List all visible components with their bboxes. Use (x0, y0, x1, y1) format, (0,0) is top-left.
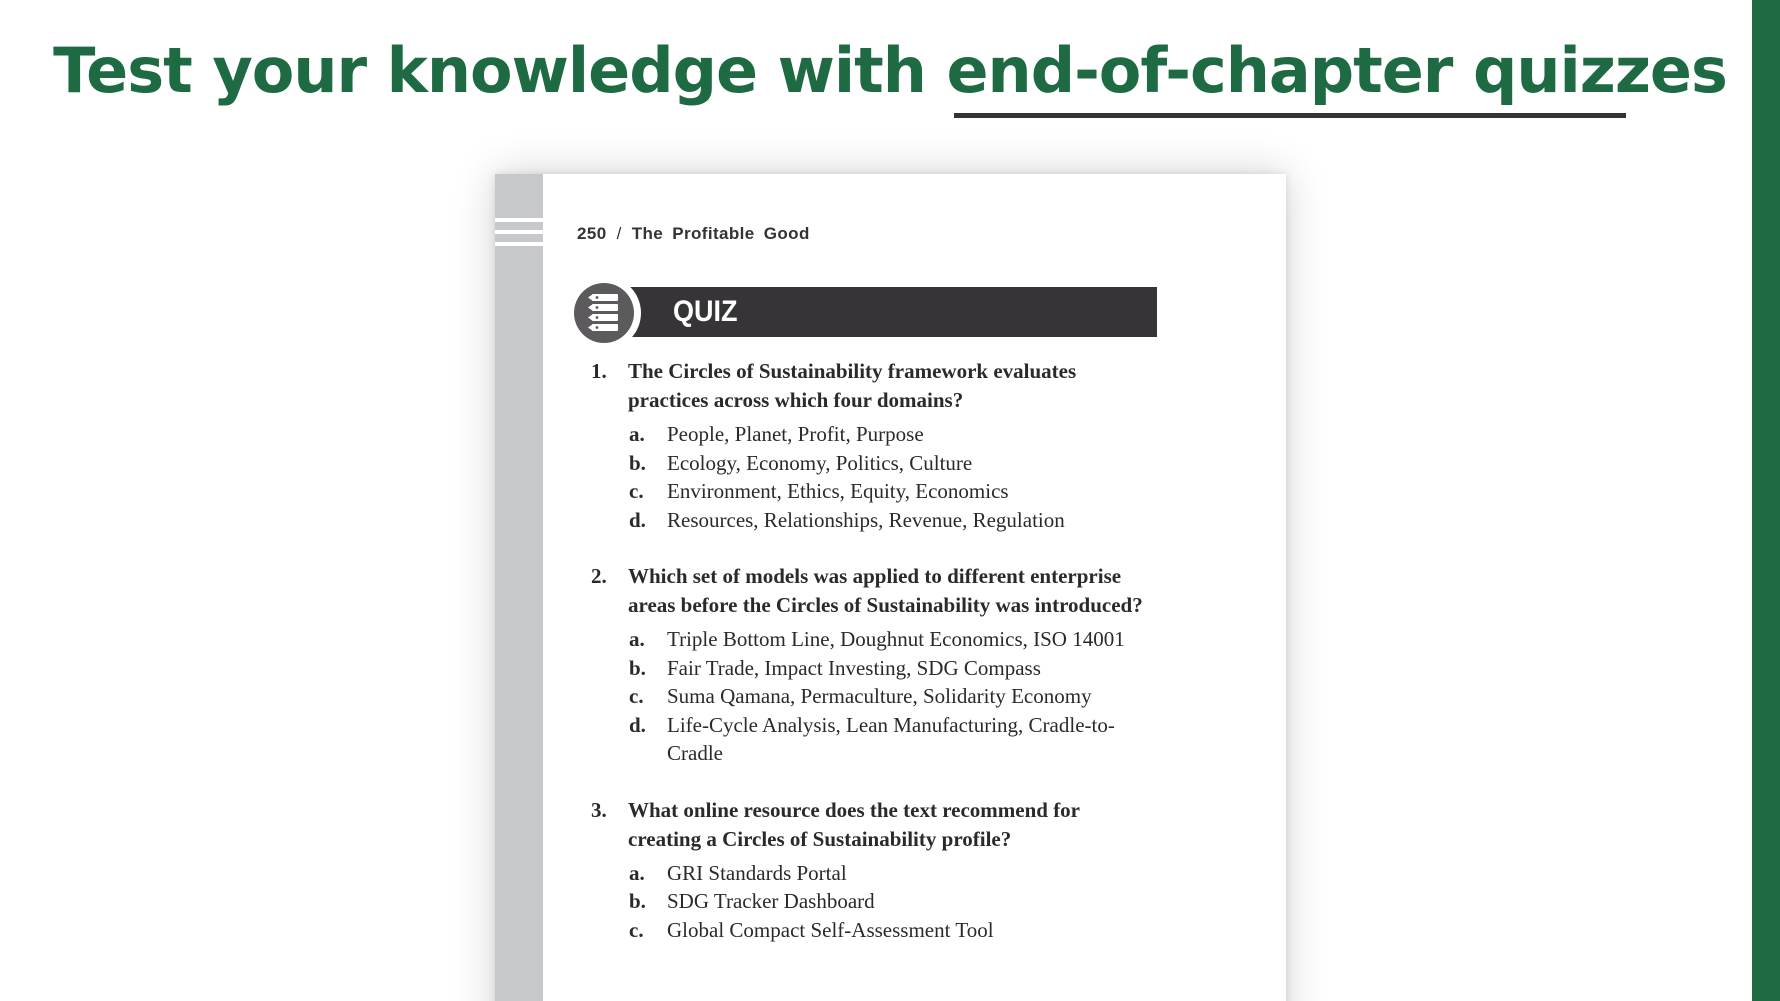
answer-option (591, 916, 1151, 945)
answer-option (591, 654, 1151, 683)
answer-option (591, 887, 1151, 916)
strip-line (495, 230, 543, 234)
option-text: Global Compact Self-Assessment Tool (667, 917, 994, 942)
question-text: The Circles of Sustainability framework evaluates practices across which four domains? (628, 359, 1077, 412)
question-text: Which set of models was applied to different enterprise areas before the Circles of Sustainability was introduced? (628, 564, 1143, 617)
option-text: Resources, Relationships, Revenue, Regulation (667, 507, 1065, 532)
option-text: Environment, Ethics, Equity, Economics (667, 479, 1009, 503)
option-letter: b. (629, 450, 646, 475)
headline-underline (954, 113, 1626, 118)
answer-option (591, 449, 1151, 478)
strip-line (495, 242, 543, 246)
question-number: 1. (591, 359, 607, 383)
running-head (577, 224, 810, 244)
headline-part-1: Test your knowledge with (53, 34, 947, 107)
answer-option (591, 420, 1151, 449)
option-letter: d. (629, 507, 646, 532)
answer-option (591, 682, 1151, 711)
option-letter: a. (629, 422, 645, 446)
quiz-question (591, 562, 1151, 768)
running-head-separator: / (616, 224, 622, 243)
answer-option (591, 506, 1151, 535)
quiz-section-title: QUIZ (673, 295, 738, 328)
quiz-question (591, 796, 1151, 945)
option-letter: d. (629, 712, 646, 737)
book-page-preview (495, 174, 1286, 1001)
answer-option (591, 859, 1151, 888)
page-side-strip (495, 174, 543, 1001)
answer-option (591, 711, 1151, 768)
slide-headline (0, 26, 1780, 116)
book-title: The Profitable Good (631, 224, 810, 243)
question-row (591, 357, 1151, 415)
option-text: SDG Tracker Dashboard (667, 889, 875, 913)
strip-line (495, 218, 543, 222)
checklist-icon (574, 283, 634, 343)
option-text: GRI Standards Portal (667, 860, 847, 885)
option-letter: c. (629, 684, 644, 708)
option-letter: a. (629, 860, 645, 885)
option-letter: c. (629, 917, 644, 942)
option-letter: c. (629, 479, 644, 503)
answer-option (591, 477, 1151, 506)
question-number: 2. (591, 564, 607, 588)
quiz-badge (567, 276, 641, 350)
option-letter: b. (629, 889, 646, 913)
page-number: 250 (577, 224, 607, 243)
answer-options (591, 625, 1151, 768)
option-text: Triple Bottom Line, Doughnut Economics, ISO 14001 (667, 627, 1125, 651)
quiz-question (591, 357, 1151, 534)
question-row (591, 796, 1151, 854)
option-letter: a. (629, 627, 645, 651)
question-text: What online resource does the text recommend for creating a Circles of Sustainability profile? (628, 797, 1080, 851)
answer-option (591, 625, 1151, 654)
headline-part-2: end-of-chapter quizzes (946, 34, 1727, 107)
option-text: Life-Cycle Analysis, Lean Manufacturing, Cradle-to-Cradle (667, 712, 1115, 765)
question-number: 3. (591, 797, 607, 822)
option-letter: b. (629, 655, 646, 680)
answer-options (591, 859, 1151, 945)
quiz-questions (591, 357, 1151, 972)
question-row (591, 562, 1151, 620)
right-accent-bar (1752, 0, 1780, 1001)
option-text: People, Planet, Profit, Purpose (667, 422, 924, 446)
answer-options (591, 420, 1151, 534)
option-text: Suma Qamana, Permaculture, Solidarity Economy (667, 684, 1092, 708)
option-text: Fair Trade, Impact Investing, SDG Compass (667, 655, 1041, 680)
option-text: Ecology, Economy, Politics, Culture (667, 450, 973, 475)
